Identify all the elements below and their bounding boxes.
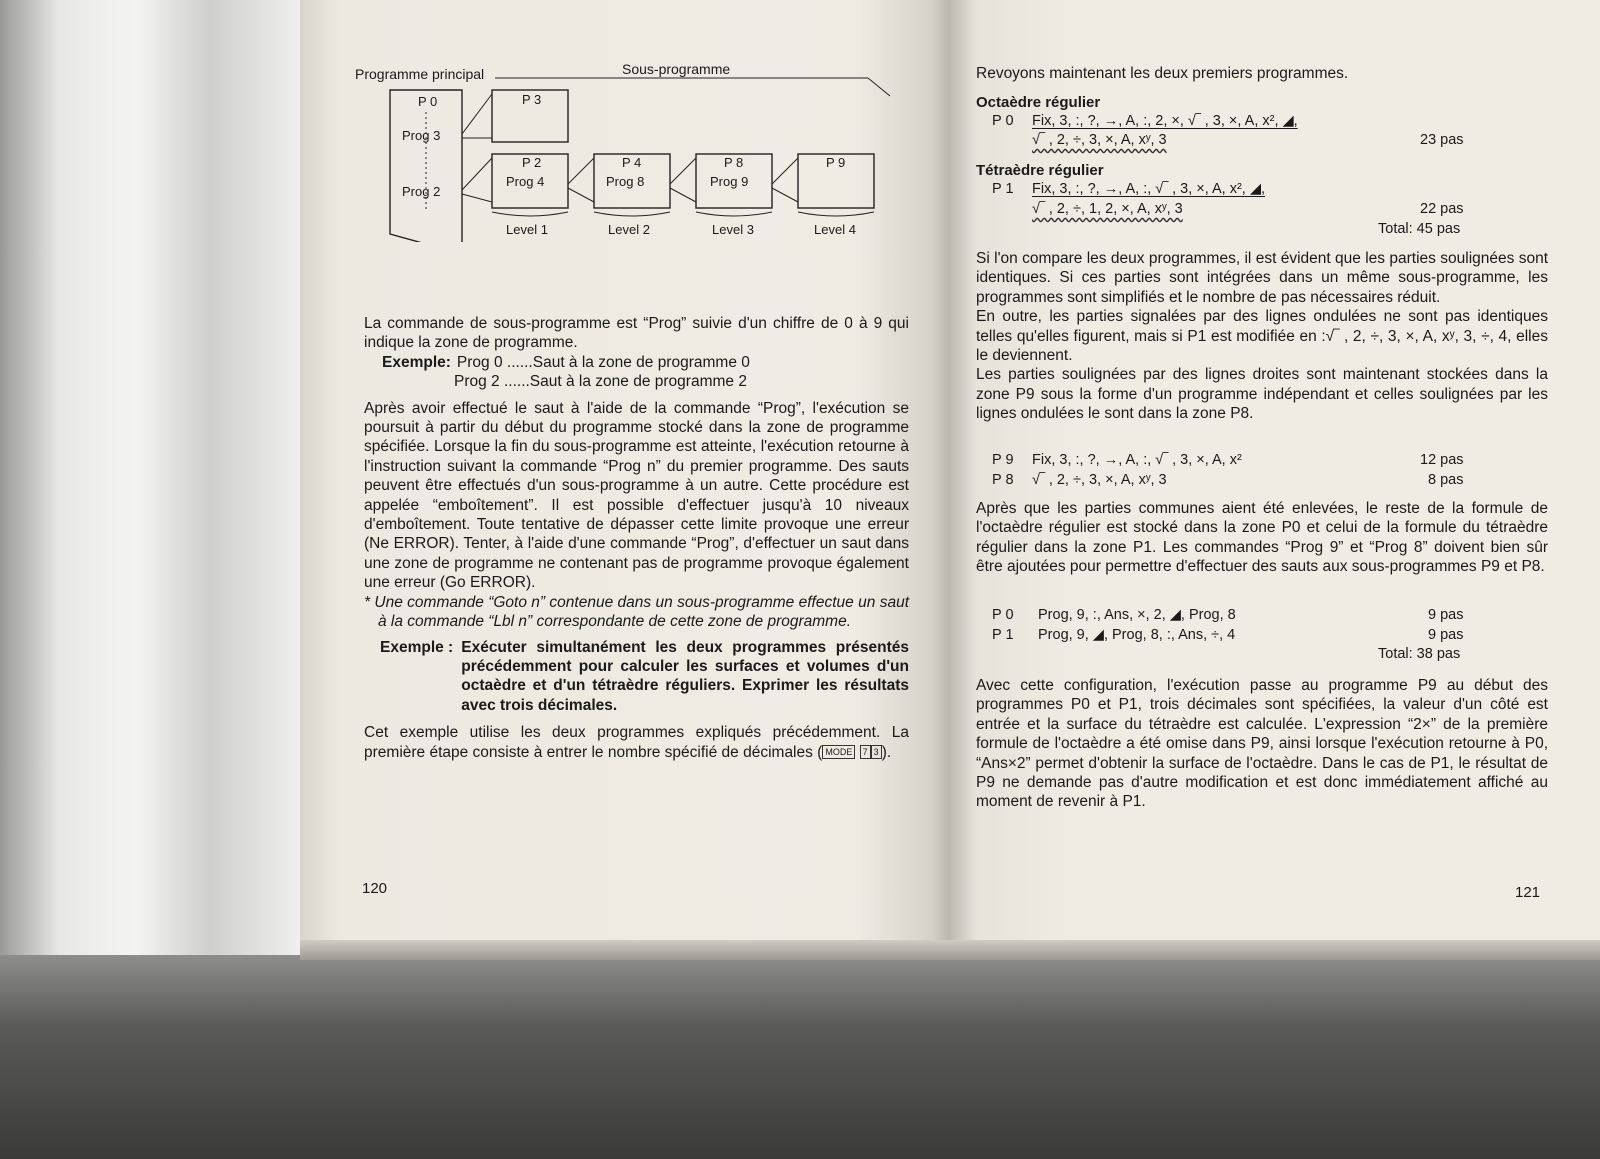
- example-2-block: [364, 638, 909, 716]
- page-number-left: 120: [362, 880, 388, 897]
- tetrahedron-label: P 1: [992, 181, 1014, 197]
- left-page: [300, 0, 950, 960]
- p9-label: P 9: [992, 452, 1014, 468]
- p4-box-label: P 4: [622, 155, 642, 170]
- p0-steps: 9 pas: [1428, 607, 1464, 623]
- prog3-label: Prog 3: [402, 128, 441, 143]
- p2-box-label: P 2: [522, 155, 542, 170]
- prog2-label: Prog 2: [402, 184, 441, 199]
- key-3: 3: [871, 745, 882, 759]
- tetrahedron-code-1: Fix, 3, :, ?, →, A, :, √‾ , 3, ×, A, x², ◢,: [1032, 181, 1266, 197]
- paragraph-decimals-text: Cet exemple utilise les deux programmes expliqués précédemment. La première étape consiste à entrer le nombre spécifié de décimales (: [364, 724, 909, 761]
- paragraph-compare: Si l'on compare les deux programmes, il est évident que les parties soulignées sont identiques. Si ces parties sont intégrées dans un même sous-programme, les programmes sont simplifiés et le nombre de pas nécessaires réduit.: [976, 250, 1548, 306]
- octahedron-line-1: [1032, 113, 1298, 129]
- prog4-label: Prog 4: [506, 174, 545, 189]
- subprogram-label: Sous-programme: [622, 62, 731, 77]
- p9-box-label: P 9: [826, 155, 846, 170]
- level-2-label: Level 2: [608, 222, 650, 237]
- p9-steps: 12 pas: [1420, 452, 1464, 468]
- octahedron-code-1: Fix, 3, :, ?, →, A, :, 2, ×, √‾ , 3, ×, A, x², ◢,: [1032, 113, 1298, 129]
- octahedron-label: P 0: [992, 113, 1014, 129]
- p1-steps: 9 pas: [1428, 627, 1464, 643]
- main-box-label: P 0: [418, 94, 438, 109]
- p3-box-label: P 3: [522, 92, 542, 107]
- left-body: [364, 314, 909, 762]
- paragraph-configuration: Avec cette configuration, l'exécution passe au programme P9 au début des programmes P0 et P1, trois décimales sont spécifiées, la valeur d'un côté est entrée et la surface du tétraèdre est calculée. L'expression “2×” de la première formule de l'octaèdre a été omise dans P9, ainsi lorsque l'exécution retourne à P0, “Ans×2” permet d'obtenir la surface de l'octaèdre. Dans le cas de P1, le résultat de P9 ne demande pas d'autre modification et est donc immédiatement affiché au moment de revenir à P1.: [976, 677, 1548, 811]
- example-block: [364, 353, 909, 392]
- example-line-2: Prog 2 ......Saut à la zone de programme 2: [454, 373, 747, 391]
- tetrahedron-line-2: [1032, 201, 1183, 217]
- note-goto: * Une commande “Goto n” contenue dans un sous-programme effectue un saut à la commande “Lbl n” correspondante de cette zone de programme.: [364, 593, 909, 631]
- example-2-label: Exemple :: [380, 638, 454, 656]
- p0-label: P 0: [992, 607, 1014, 623]
- example-2-text: Exécuter simultanément les deux programmes présentés précédemment pour calculer les surfaces et volumes d'un octaèdre et d'un tétraèdre réguliers. Exprimer les résultats avec trois décimales.: [461, 638, 909, 714]
- paragraph-wavy: En outre, les parties signalées par des lignes ondulées ne sont pas identiques telles qu'elles figurent, mais si P1 est modifiée en :√‾ , 2, ÷, 3, ×, A, xʸ, 3, ÷, 4, elles le deviennent.: [976, 308, 1548, 365]
- right-page: [950, 0, 1600, 960]
- octahedron-code-2: √‾ , 2, ÷, 3, ×, A, xʸ, 3: [1032, 132, 1167, 148]
- example-label: Exemple:: [382, 353, 451, 371]
- p8-label: P 8: [992, 472, 1014, 488]
- paragraph-decimals-end: ).: [881, 743, 892, 761]
- right-intro: Revoyons maintenant les deux premiers programmes.: [976, 65, 1349, 82]
- subroutine-diagram: [350, 62, 910, 242]
- background-bottom: [0, 955, 1600, 1159]
- level-3-label: Level 3: [712, 222, 754, 237]
- page-number-right: 121: [1515, 884, 1541, 901]
- right-body-3: [976, 676, 1548, 812]
- background-left: [0, 0, 300, 960]
- prog9-label: Prog 9: [710, 174, 749, 189]
- octahedron-line-2: [1032, 132, 1167, 148]
- octahedron-title: Octaèdre régulier: [976, 94, 1101, 111]
- main-program-label: Programme principal: [355, 66, 485, 82]
- paragraph-remaining: Après que les parties communes aient été enlevées, le reste de la formule de l'octaèdre régulier est stocké dans la zone P0 et celui de la formule du tétraèdre régulier dans la zone P1. Les commandes “Prog 9” et “Prog 8” doivent bien sûr être ajoutées pour permettre d'effectuer des sauts aux sous-programmes P9 et P8.: [976, 500, 1548, 576]
- mode-key: MODE: [822, 745, 855, 759]
- p8-steps: 8 pas: [1428, 472, 1464, 488]
- octahedron-steps: 23 pas: [1420, 132, 1464, 148]
- paragraph-execution: Après avoir effectué le saut à l'aide de la commande “Prog”, l'exécution se poursuit à partir du début du programme stocké dans la zone de programme spécifiée. Lorsque la fin du sous-programme est atteinte, l'exécution retourne à l'instruction suivant la commande “Prog n” du premier programme. Des sauts peuvent être effectués d'un sous-programme à un autre. Cette procédure est appelée “emboîtement”. Il est possible d'effectuer jusqu'à 10 niveaux d'emboîtement. Toute tentative de dépasser cette limite provoque une erreur (Ne ERROR). Tenter, à l'aide d'une commande “Prog”, d'effectuer un saut dans une zone de programme ne contenant pas de programme provoque également une erreur (Go ERROR).: [364, 399, 909, 592]
- level-1-label: Level 1: [506, 222, 548, 237]
- p1-code: Prog, 9, ◢, Prog, 8, :, Ans, ÷, 4: [1038, 627, 1236, 643]
- book-bottom-edge: [300, 940, 1600, 960]
- tetrahedron-title: Tétraèdre régulier: [976, 162, 1104, 179]
- example-line-1: Prog 0 ......Saut à la zone de programme 0: [456, 353, 750, 371]
- tetrahedron-line-1: [1032, 181, 1265, 197]
- tetrahedron-code-2: √‾ , 2, ÷, 1, 2, ×, A, xʸ, 3: [1032, 201, 1183, 217]
- p0-code: Prog, 9, :, Ans, ×, 2, ◢, Prog, 8: [1038, 607, 1236, 623]
- right-body-1: [976, 249, 1548, 424]
- tetrahedron-steps: 22 pas: [1420, 201, 1464, 217]
- right-body-2: [976, 499, 1548, 577]
- p8-code: √‾ , 2, ÷, 3, ×, A, xʸ, 3: [1032, 472, 1167, 488]
- p8-box-label: P 8: [724, 155, 744, 170]
- total-2: Total: 38 pas: [1378, 646, 1461, 662]
- paragraph-stored: Les parties soulignées par des lignes droites sont maintenant stockées dans la zone P9 sous la forme d'un programme indépendant et celles soulignées par les lignes ondulées le sont dans la zone P8.: [976, 366, 1548, 423]
- key-7: 7: [860, 745, 871, 759]
- prog8-label: Prog 8: [606, 174, 645, 189]
- level-4-label: Level 4: [814, 222, 856, 237]
- p9-code: Fix, 3, :, ?, →, A, :, √‾ , 3, ×, A, x²: [1032, 452, 1242, 468]
- p1-label: P 1: [992, 627, 1014, 643]
- paragraph-decimals: [364, 723, 909, 762]
- paragraph-prog-command: La commande de sous-programme est “Prog” suivie d'un chiffre de 0 à 9 qui indique la zone de programme.: [364, 315, 909, 352]
- total-1: Total: 45 pas: [1378, 221, 1461, 237]
